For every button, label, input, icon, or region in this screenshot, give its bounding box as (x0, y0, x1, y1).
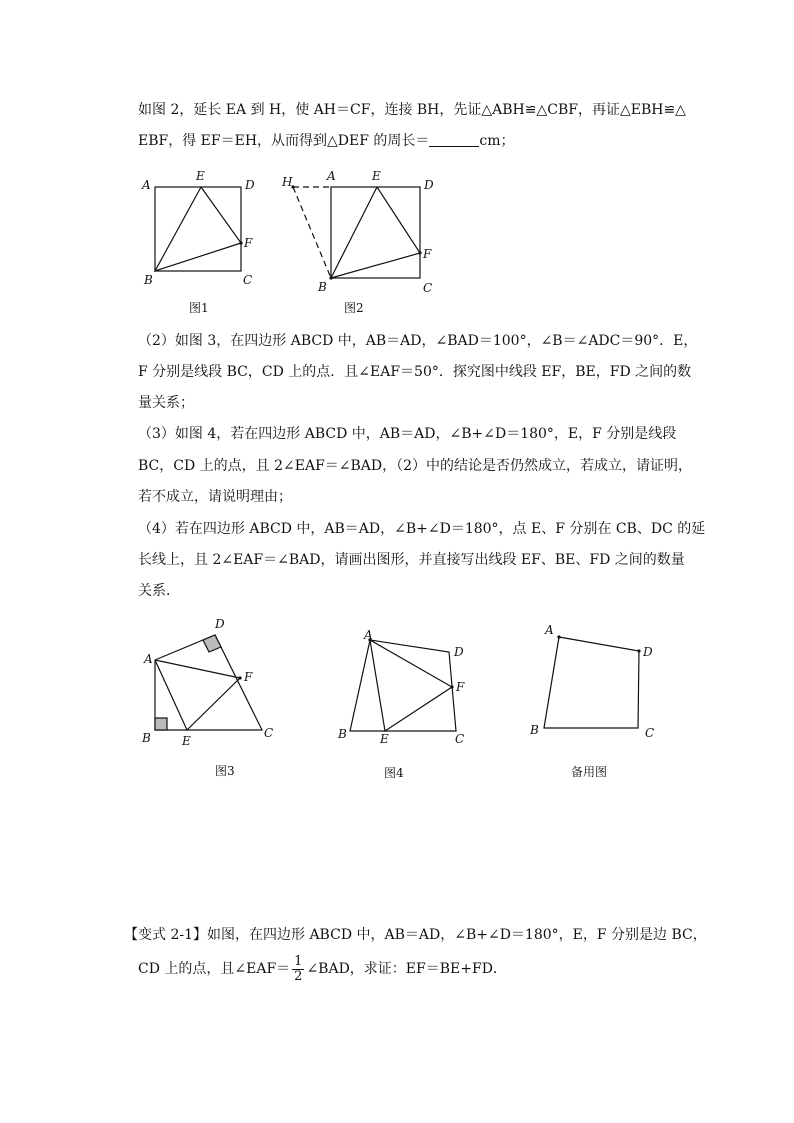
q3-line2: BC，CD 上的点，且 2∠EAF＝∠BAD，（2）中的结论是否仍然成立，若成立，请证明， (138, 458, 693, 474)
fig2-label-e: E (372, 169, 381, 183)
fraction-denominator: 2 (294, 968, 303, 984)
q3-line3: 若不成立，请说明理由； (138, 489, 292, 505)
fig5-label-b: B (530, 723, 539, 737)
fig5-quad (544, 637, 639, 728)
fig3-label-c: C (264, 726, 274, 740)
fig2-dashed-hb (293, 187, 331, 278)
fig3-label-d: D (215, 617, 225, 631)
fig1-square (155, 187, 241, 271)
fig5-label-d: D (643, 645, 653, 659)
fraction-numerator: 1 (294, 953, 303, 969)
fig4-label-c: C (455, 732, 465, 746)
fig4-quad (350, 640, 456, 731)
fig1-label-d: D (245, 178, 255, 192)
figure-1 (155, 187, 241, 271)
fig4-triangle (370, 640, 452, 731)
fig3-label-a: A (144, 652, 153, 666)
fig1-label-b: B (144, 273, 153, 287)
fig1-caption: 图1 (189, 301, 209, 315)
fig4-label-a: A (364, 628, 373, 642)
fig2-caption: 图2 (344, 301, 364, 315)
fig4-label-e: E (380, 732, 389, 746)
fig3-right-angle-b (155, 718, 167, 730)
fig4-label-b: B (338, 727, 347, 741)
fraction-half (292, 955, 304, 984)
fig1-label-f: F (244, 236, 253, 250)
fig4-label-f: F (456, 680, 465, 694)
fig1-label-c: C (243, 273, 253, 287)
fig3-label-b: B (142, 731, 151, 745)
variant-line2-text: CD 上的点，且∠EAF＝ (138, 961, 291, 977)
fig1-label-e: E (196, 169, 205, 183)
fig4-caption: 图4 (384, 766, 404, 780)
fig3-right-angle-d (203, 635, 221, 652)
fig5-label-c: C (645, 726, 655, 740)
q3-line1: （3）如图 4，若在四边形 ABCD 中，AB＝AD，∠B+∠D＝180°，E，F 分别是线段 (138, 426, 677, 442)
para1-unit: cm； (479, 133, 515, 149)
fig3-label-f: F (244, 670, 253, 684)
q2-line2: F 分别是线段 BC，CD 上的点．且∠EAF＝50°．探究图中线段 EF，BE，FD 之间的数 (138, 364, 692, 380)
q2-line1: （2）如图 3，在四边形 ABCD 中，AB＝AD，∠BAD＝100°，∠B＝∠ADC＝90°．E， (138, 333, 698, 349)
fig1-label-a: A (142, 178, 151, 192)
para1-line2-text: EBF，得 EF＝EH，从而得到△DEF 的周长＝ (138, 133, 430, 149)
variant-line2-rest: ∠BAD，求证：EF＝BE+FD． (306, 961, 507, 977)
figure-2 (293, 187, 420, 278)
q2-line3: 量关系； (138, 395, 194, 411)
q4-line3: 关系． (138, 583, 180, 599)
q4-line2: 长线上，且 2∠EAF＝∠BAD，请画出图形，并直接写出线段 EF、BE、FD 之间的数量 (138, 552, 685, 568)
q4-line1: （4）若在四边形 ABCD 中，AB＝AD，∠B+∠D＝180°，点 E、F 分别在 CB、DC 的延 (138, 521, 706, 537)
fig3-label-e: E (182, 734, 191, 748)
fig2-triangle (331, 187, 420, 278)
fig2-label-a: A (327, 169, 336, 183)
variant-line2 (138, 952, 507, 986)
fig2-label-b: B (318, 280, 327, 294)
para1-line1: 如图 2，延长 EA 到 H，使 AH＝CF，连接 BH，先证△ABH≌△CBF，再证△EBH≌△ (138, 102, 686, 118)
fig1-triangle (155, 187, 241, 271)
fig2-label-d: D (424, 178, 434, 192)
fig3-triangle (155, 660, 240, 730)
fig2-label-h: H (282, 175, 293, 189)
fig2-label-f: F (423, 247, 432, 261)
fig2-label-c: C (423, 281, 433, 295)
fig5-caption: 备用图 (571, 765, 608, 779)
fig4-label-d: D (454, 645, 464, 659)
fig5-label-a: A (545, 623, 554, 637)
variant-line1: 【变式 2-1】如图，在四边形 ABCD 中，AB＝AD，∠B+∠D＝180°，E，F 分别是边 BC， (124, 927, 707, 943)
fig3-caption: 图3 (215, 764, 235, 778)
figure-4 (350, 640, 456, 731)
figure-spare (544, 637, 639, 728)
